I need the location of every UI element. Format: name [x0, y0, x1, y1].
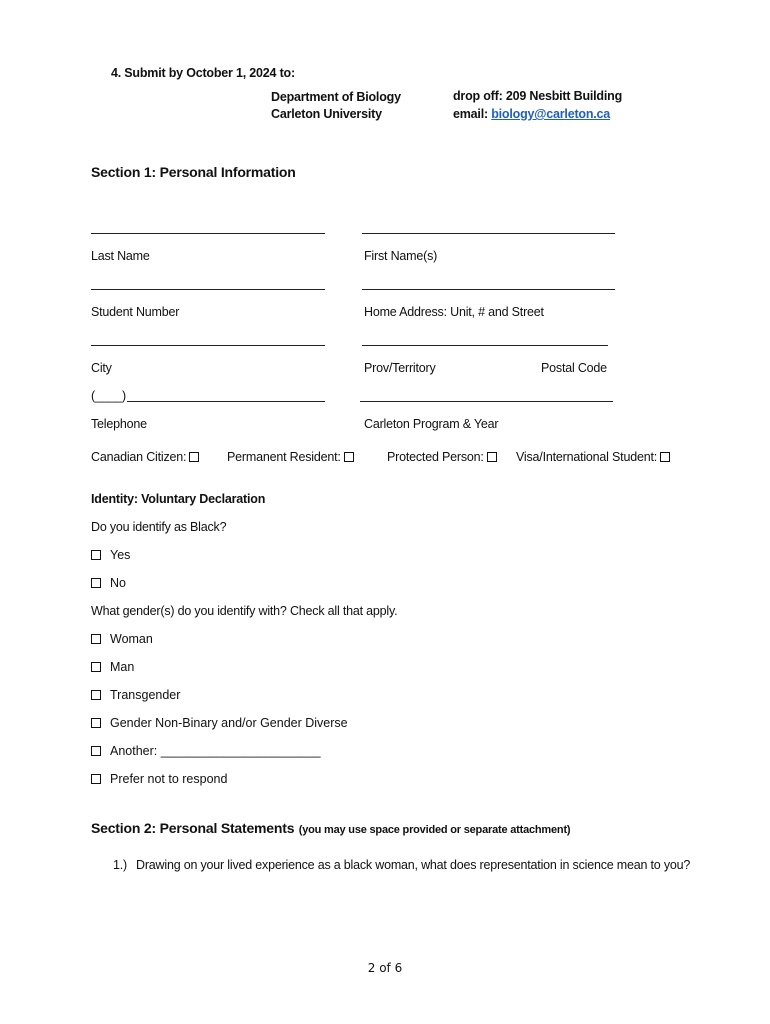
first-name-line[interactable]	[362, 233, 615, 234]
option-man[interactable]	[91, 660, 134, 674]
email-link[interactable]: biology@carleton.ca	[491, 107, 611, 121]
checkbox-icon[interactable]	[91, 634, 101, 644]
checkbox-icon[interactable]	[344, 452, 354, 462]
status-permanent-label: Permanent Resident:	[227, 450, 341, 464]
checkbox-icon[interactable]	[487, 452, 497, 462]
option-nonbinary[interactable]	[91, 716, 348, 730]
home-address-line[interactable]	[362, 289, 615, 290]
question-1-text: Drawing on your lived experience as a black woman, what does representation in science mean to you?	[136, 858, 691, 872]
submit-heading: 4. Submit by October 1, 2024 to:	[111, 66, 295, 80]
telephone-area-code: (____)	[91, 389, 126, 403]
option-yes[interactable]	[91, 548, 130, 562]
option-no-label: No	[110, 576, 126, 590]
dropoff-label: drop off:	[453, 89, 503, 103]
option-woman-label: Woman	[110, 632, 153, 646]
option-transgender[interactable]	[91, 688, 180, 702]
status-permanent[interactable]	[227, 450, 354, 464]
status-visa[interactable]	[516, 450, 670, 464]
question-gender: What gender(s) do you identify with? Check all that apply.	[91, 604, 398, 618]
checkbox-icon[interactable]	[91, 718, 101, 728]
dropoff-line	[453, 89, 622, 103]
telephone-line[interactable]	[127, 401, 325, 402]
program-year-line[interactable]	[360, 401, 613, 402]
option-no[interactable]	[91, 576, 126, 590]
checkbox-icon[interactable]	[91, 550, 101, 560]
telephone-label: Telephone	[91, 417, 147, 431]
postal-code-label: Postal Code	[541, 361, 607, 375]
checkbox-icon[interactable]	[660, 452, 670, 462]
email-line	[453, 107, 610, 121]
home-address-label: Home Address: Unit, # and Street	[364, 305, 544, 319]
dropoff-value: 209 Nesbitt Building	[505, 89, 623, 103]
option-woman[interactable]	[91, 632, 153, 646]
option-yes-label: Yes	[110, 548, 131, 562]
question-black: Do you identify as Black?	[91, 520, 227, 534]
status-visa-label: Visa/International Student:	[516, 450, 657, 464]
question-1-number: 1.)	[113, 858, 127, 872]
prov-label: Prov/Territory	[364, 361, 436, 375]
option-nonbinary-label: Gender Non-Binary and/or Gender Diverse	[110, 716, 348, 730]
checkbox-icon[interactable]	[189, 452, 199, 462]
city-label: City	[91, 361, 112, 375]
option-man-label: Man	[110, 660, 135, 674]
section1-title: Section 1: Personal Information	[91, 164, 296, 180]
last-name-line[interactable]	[91, 233, 325, 234]
status-canadian-label: Canadian Citizen:	[91, 450, 187, 464]
identity-title: Identity: Voluntary Declaration	[91, 492, 266, 506]
section2-note: (you may use space provided or separate attachment)	[298, 824, 571, 836]
checkbox-icon[interactable]	[91, 774, 101, 784]
program-year-label: Carleton Program & Year	[364, 417, 499, 431]
student-number-line[interactable]	[91, 289, 325, 290]
checkbox-icon[interactable]	[91, 690, 101, 700]
checkbox-icon[interactable]	[91, 578, 101, 588]
checkbox-icon[interactable]	[91, 746, 101, 756]
status-canadian[interactable]	[91, 450, 199, 464]
city-line[interactable]	[91, 345, 325, 346]
section2-title: Section 2: Personal Statements	[91, 820, 295, 836]
option-another[interactable]	[91, 744, 321, 758]
student-number-label: Student Number	[91, 305, 180, 319]
option-transgender-label: Transgender	[110, 688, 181, 702]
first-name-label: First Name(s)	[364, 249, 438, 263]
option-prefer-not-label: Prefer not to respond	[110, 772, 228, 786]
last-name-label: Last Name	[91, 249, 150, 263]
email-label: email:	[453, 107, 488, 121]
section2-heading	[91, 820, 570, 838]
status-protected-label: Protected Person:	[387, 450, 484, 464]
prov-postal-line[interactable]	[362, 345, 608, 346]
option-prefer-not[interactable]	[91, 772, 227, 786]
department-name: Department of Biology	[271, 90, 401, 104]
university-name: Carleton University	[271, 107, 382, 121]
status-protected[interactable]	[387, 450, 497, 464]
page-number: 2 of 6	[367, 961, 403, 975]
checkbox-icon[interactable]	[91, 662, 101, 672]
option-another-label: Another: _______________________	[110, 744, 321, 758]
